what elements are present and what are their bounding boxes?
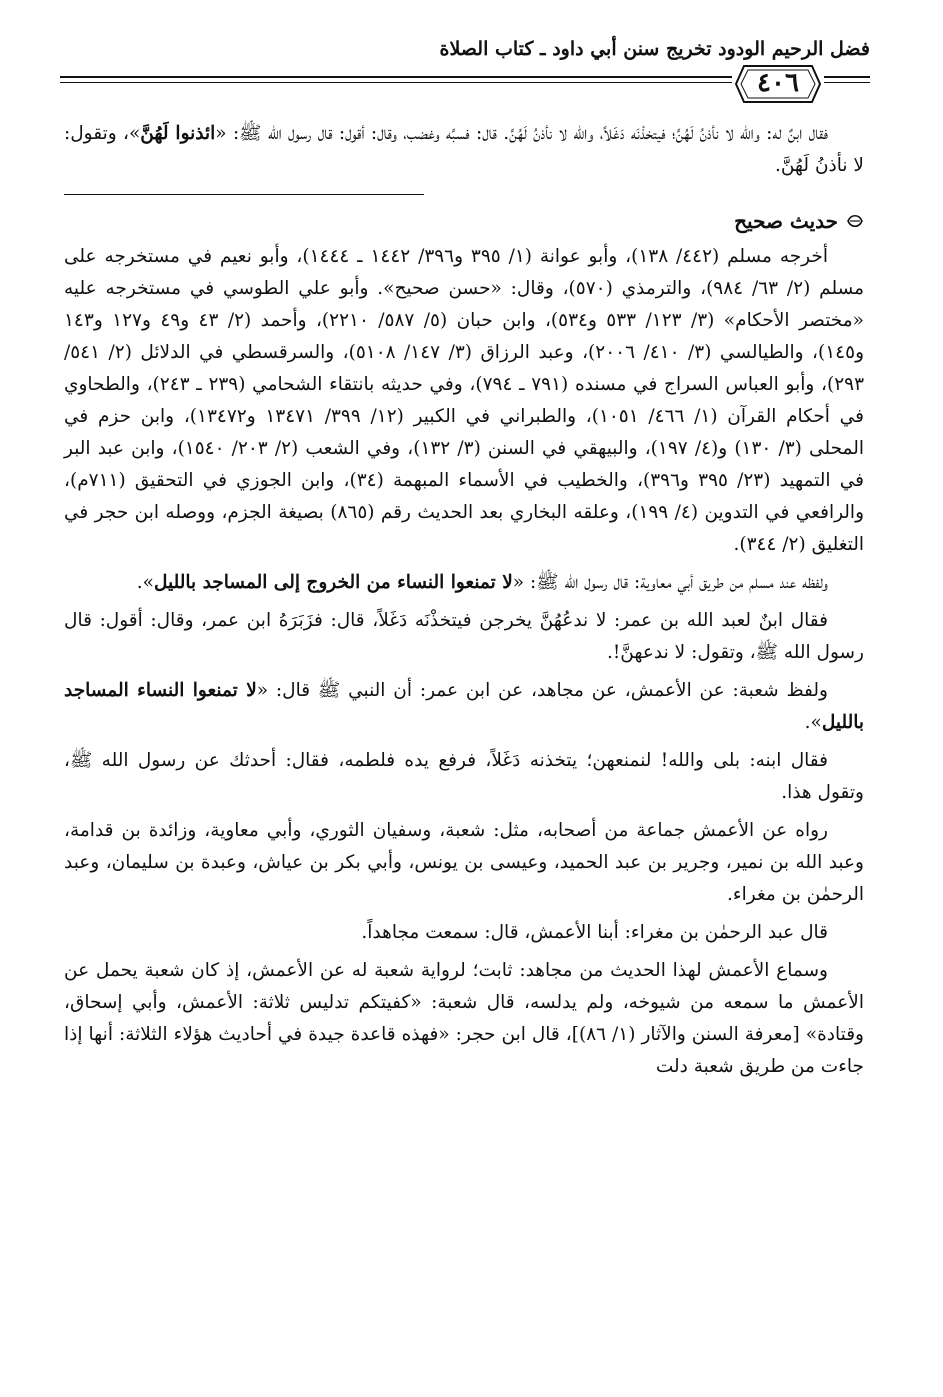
paragraph-1-quote: ائذنوا لَهُنَّ	[140, 123, 216, 144]
page-number-badge	[734, 62, 822, 106]
paragraph-1-text: فقال ابنٌ له: والله لا نأذنُ لَهُنَّ؛ فيتخذْنَه دَغَلاً، والله لا نأذنُ لَهُنَّ. قال: فسبَّه وغضب، وقال: أقول: قال رسول الله ﷺ: «	[215, 123, 828, 144]
paragraph-5-quote: لا تمنعوا النساء المساجد بالليل	[64, 680, 864, 733]
header-rule-left-bottom	[60, 82, 732, 83]
paragraph-3-text: ولفظه عند مسلم من طريق أبي معاوية: قال رسول الله ﷺ: «	[512, 572, 828, 593]
paragraph-7: رواه عن الأعمش جماعة من أصحابه، مثل: شعبة، وسفيان الثوري، وأبي معاوية، وزائدة بن قدامة، وعبد الله بن نمير، وجرير بن عبد الحميد، وعيسى بن يونس، وأبي بكر بن عياش، وعبدة بن سليمان، وعبد الرحمٰن بن مغراء.	[64, 820, 864, 905]
paragraph-9: وسماع الأعمش لهذا الحديث من مجاهد: ثابت؛ لرواية شعبة له عن الأعمش، إذ كان شعبة يحمل عن الأعمش ما سمعه من شيوخه، ولم يدلسه، قال شعبة: «كفيتكم تدليس ثلاثة: الأعمش، وأبي إسحاق، وقتادة» [معرفة السنن والآثار (١/ ٨٦)]، قال ابن حجر: «فهذه قاعدة جيدة في أحاديث هؤلاء الثلاثة: أنها إذا جاءت من طريق شعبة دلت	[64, 960, 864, 1077]
paragraph-5-end: ».	[804, 712, 822, 733]
running-title: فضل الرحيم الودود تخريج سنن أبي داود ـ كتاب الصلاة	[439, 38, 870, 60]
section-title: حديث صحيح	[734, 209, 838, 233]
paragraph-8: قال عبد الرحمٰن بن مغراء: أبنا الأعمش، قال: سمعت مجاهداً.	[361, 922, 828, 943]
paragraph-3	[64, 567, 864, 599]
page-body	[64, 118, 864, 1089]
paragraph-5-text: ولفظ شعبة: عن الأعمش، عن مجاهد، عن ابن عمر: أن النبي ﷺ قال: «	[256, 680, 828, 701]
paragraph-5	[64, 675, 864, 739]
paragraph-3-end: ».	[136, 572, 154, 593]
paragraph-1	[64, 118, 864, 182]
paragraph-4: فقال ابنٌ لعبد الله بن عمر: لا ندعُهُنَّ يخرجن فيتخذْنَه دَغَلاً، قال: فزَبَرَهُ ابن عمر، وقال: أقول: قال رسول الله ﷺ، وتقول: لا ندعهنَّ!.	[64, 610, 864, 663]
header-rule-left-top	[60, 76, 732, 78]
paragraph-2: أخرجه مسلم (٤٤٢/ ١٣٨)، وأبو عوانة (١/ ٣٩٥ و٣٩٦/ ١٤٤٢ ـ ١٤٤٤)، وأبو نعيم في مستخرجه على مسلم (٢/ ٦٣/ ٩٨٤)، والترمذي (٥٧٠)، وقال: «حسن صحيح». وأبو علي الطوسي في مستخرجه عليه «مختصر الأحكام» (٣/ ١٢٣/ ٥٣٣ و٥٣٤)، وابن حبان (٥/ ٥٨٧/ ٢٢١٠)، وأحمد (٢/ ٤٣ و٤٩ و١٢٧ و١٤٣ و١٤٥)، والطيالسي (٣/ ٤١٠/ ٢٠٠٦)، وعبد الرزاق (٣/ ١٤٧/ ٥١٠٨)، والسرقسطي في الدلائل (٢/ ٥٤١/ ٢٩٣)، وأبو العباس السراج في مسنده (٧٩١ ـ ٧٩٤)، وفي حديثه بانتقاء الشحامي (٢٣٩ ـ ٢٤٣)، والطحاوي في أحكام القرآن (١/ ٤٦٦/ ١٠٥١)، والطبراني في الكبير (١٢/ ٣٩٩/ ١٣٤٧١ و١٣٤٧٢)، وابن حزم في المحلى (٣/ ١٣٠) و(٤/ ١٩٧)، والبيهقي في السنن (٣/ ١٣٢)، وفي الشعب (٢/ ٢٠٣/ ١٥٤٠)، وابن عبد البر في التمهيد (٢٣/ ٣٩٥ و٣٩٦)، والخطيب في الأسماء المبهمة (٣٤)، وابن الجوزي في التحقيق (٧١١م)، والرافعي في التدوين (٤/ ١٩٩)، وعلقه البخاري بعد الحديث رقم (٨٦٥) بصيغة الجزم، ووصله ابن حجر في التغليق (٢/ ٣٤٤).	[64, 246, 865, 555]
header-rule-right-top	[824, 76, 870, 78]
section-heading	[64, 205, 864, 237]
section-separator	[64, 194, 424, 195]
paragraph-6: فقال ابنه: بلى والله! لنمنعهن؛ يتخذنه دَغَلاً، فرفع يده فلطمه، فقال: أحدثك عن رسول الله ﷺ، وتقول هذا.	[64, 750, 864, 803]
page-number: ٤٠٦	[757, 68, 799, 98]
ornament-leaf-icon	[846, 213, 864, 229]
paragraph-3-quote: لا تمنعوا النساء من الخروج إلى المساجد بالليل	[154, 572, 513, 593]
page-header	[60, 38, 870, 118]
paragraph-1-end: »، وتقول: لا نأذنُ لَهُنَّ.	[64, 123, 864, 176]
header-rule-right-bottom	[824, 82, 870, 83]
